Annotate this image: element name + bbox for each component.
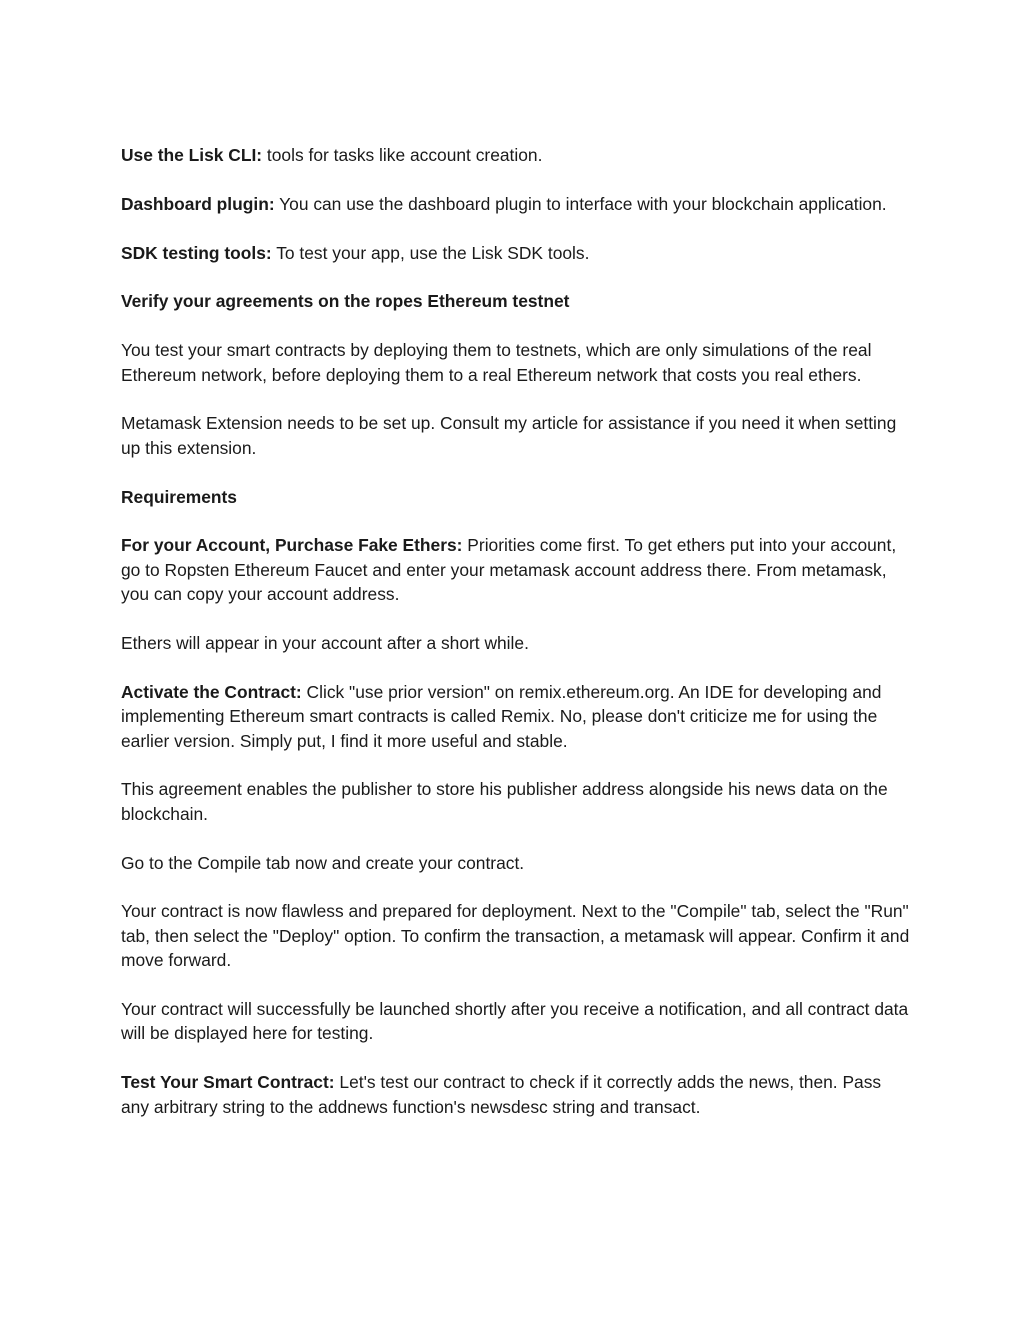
paragraph-lead: SDK testing tools: xyxy=(121,242,272,263)
paragraph-text: Click "use prior version" on remix.ethereum.org. An IDE for developing and implementing Ethereum smart contracts is called Remix. No, please don't criticize me for using the earlier version. Simply put, I find it more useful and stable. xyxy=(121,681,882,751)
paragraph-lisk-cli xyxy=(121,143,911,167)
paragraph-testnets: You test your smart contracts by deploying them to testnets, which are only simulations of the real Ethereum network, before deploying them to a real Ethereum network that costs you real ethers. xyxy=(121,340,872,385)
paragraph-text: You can use the dashboard plugin to interface with your blockchain application. xyxy=(274,193,887,214)
paragraph-sdk-testing-tools xyxy=(121,241,911,265)
paragraph-text: Let's test our contract to check if it correctly adds the news, then. Pass any arbitrary string to the addnews function's newsdesc string and transact. xyxy=(121,1072,882,1117)
paragraph-test-contract xyxy=(121,1070,911,1119)
paragraph-deployment: Your contract is now flawless and prepared for deployment. Next to the "Compile" tab, select the "Run" tab, then select the "Deploy" option. To confirm the transaction, a metamask will appear. Confirm it and move forward. xyxy=(121,901,910,971)
paragraph-text: To test your app, use the Lisk SDK tools. xyxy=(271,242,590,263)
paragraph-dashboard-plugin xyxy=(121,192,911,216)
document-body xyxy=(121,143,911,1143)
paragraph-lead: Dashboard plugin: xyxy=(121,193,275,214)
paragraph-lead: For your Account, Purchase Fake Ethers: xyxy=(121,535,463,556)
paragraph-metamask-extension: Metamask Extension needs to be set up. Consult my article for assistance if you need it when setting up this extension. xyxy=(121,413,897,458)
section-heading-verify: Verify your agreements on the ropes Ethereum testnet xyxy=(121,291,570,312)
paragraph-text: Priorities come first. To get ethers put into your account, go to Ropsten Ethereum Faucet and enter your metamask account address there. From metamask, you can copy your account address. xyxy=(121,535,897,605)
paragraph-agreement: This agreement enables the publisher to store his publisher address alongside his news data on the blockchain. xyxy=(121,779,888,824)
paragraph-ethers-appear: Ethers will appear in your account after a short while. xyxy=(121,633,529,653)
paragraph-activate-contract xyxy=(121,680,911,753)
paragraph-lead: Activate the Contract: xyxy=(121,681,302,702)
paragraph-lead: Use the Lisk CLI: xyxy=(121,145,263,165)
paragraph-text: tools for tasks like account creation. xyxy=(262,145,543,165)
section-heading-requirements: Requirements xyxy=(121,486,237,507)
paragraph-lead: Test Your Smart Contract: xyxy=(121,1072,335,1093)
paragraph-compile-tab: Go to the Compile tab now and create your contract. xyxy=(121,852,525,873)
paragraph-launched: Your contract will successfully be launched shortly after you receive a notification, and all contract data will be displayed here for testing. xyxy=(121,999,909,1044)
paragraph-fake-ethers xyxy=(121,533,911,606)
